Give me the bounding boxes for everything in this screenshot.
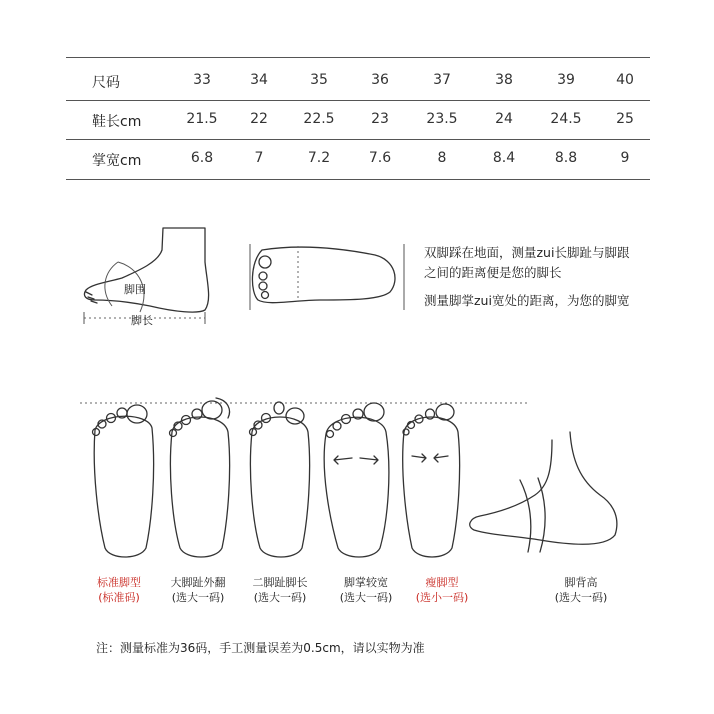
row-label-shoe-length: 鞋长cm <box>92 114 142 130</box>
row-label-palm-width: 掌宽cm <box>92 153 142 169</box>
table-cell: 7 <box>254 150 264 166</box>
table-cell: 38 <box>495 72 513 88</box>
foot-type-advice: (选大一码) <box>554 591 608 604</box>
row-label-size: 尺码 <box>92 75 120 91</box>
table-cell: 34 <box>250 72 268 88</box>
table-cell: 40 <box>616 72 634 88</box>
measure-note-line1: 双脚踩在地面，测量zui长脚趾与脚跟 <box>424 245 630 260</box>
foot-type-caption <box>392 575 492 605</box>
foot-type-advice: (选大一码) <box>339 591 393 604</box>
table-cell: 6.8 <box>190 150 214 166</box>
table-cell: 8 <box>437 150 447 166</box>
foot-length-label: 脚长 <box>131 314 153 327</box>
table-cell: 35 <box>310 72 328 88</box>
footnote: 注：测量标准为36码，手工测量误差为0.5cm，请以实物为准 <box>96 641 425 655</box>
foot-type-name: 瘦脚型 <box>425 576 459 589</box>
foot-type-advice: (选大一码) <box>253 591 307 604</box>
foot-type-advice: (选小一码) <box>415 591 469 604</box>
foot-standard-illustration <box>93 405 154 557</box>
table-cell: 21.5 <box>186 111 218 127</box>
measure-note-line3: 测量脚掌zui宽处的距离，为您的脚宽 <box>424 293 630 308</box>
table-cell: 36 <box>371 72 389 88</box>
foot-type-name: 脚背高 <box>564 576 598 589</box>
foot-type-caption <box>230 575 330 605</box>
top-foot-illustration <box>250 244 404 310</box>
table-cell: 23.5 <box>426 111 458 127</box>
foot-type-name: 大脚趾外翻 <box>170 576 226 589</box>
foot-girth-label: 脚围 <box>124 283 146 296</box>
table-cell: 22.5 <box>303 111 335 127</box>
foot-type-caption <box>531 575 631 605</box>
table-cell: 8.8 <box>554 150 578 166</box>
table-cell: 33 <box>193 72 211 88</box>
foot-type-advice: (选大一码) <box>171 591 225 604</box>
foot-type-name: 二脚趾脚长 <box>252 576 308 589</box>
measure-note-line2: 之间的距离便是您的脚长 <box>424 265 562 280</box>
foot-type-name: 标准脚型 <box>97 576 141 589</box>
table-cell: 24 <box>495 111 513 127</box>
foot-type-advice: (标准码) <box>98 591 140 604</box>
table-cell: 8.4 <box>492 150 516 166</box>
table-cell: 25 <box>616 111 634 127</box>
table-cell: 37 <box>433 72 451 88</box>
table-cell: 23 <box>371 111 389 127</box>
table-cell: 9 <box>620 150 630 166</box>
foot-second-toe-illustration <box>250 402 310 557</box>
foot-wide-illustration <box>324 403 389 557</box>
foot-thin-illustration <box>403 404 460 557</box>
table-cell: 24.5 <box>550 111 582 127</box>
foot-type-name: 脚掌较宽 <box>344 576 388 589</box>
table-cell: 7.2 <box>307 150 331 166</box>
table-cell: 39 <box>557 72 575 88</box>
table-cell: 7.6 <box>368 150 392 166</box>
foot-high-instep-illustration <box>470 432 617 552</box>
side-foot-illustration <box>84 228 209 324</box>
table-cell: 22 <box>250 111 268 127</box>
foot-bunion-illustration <box>170 398 230 557</box>
